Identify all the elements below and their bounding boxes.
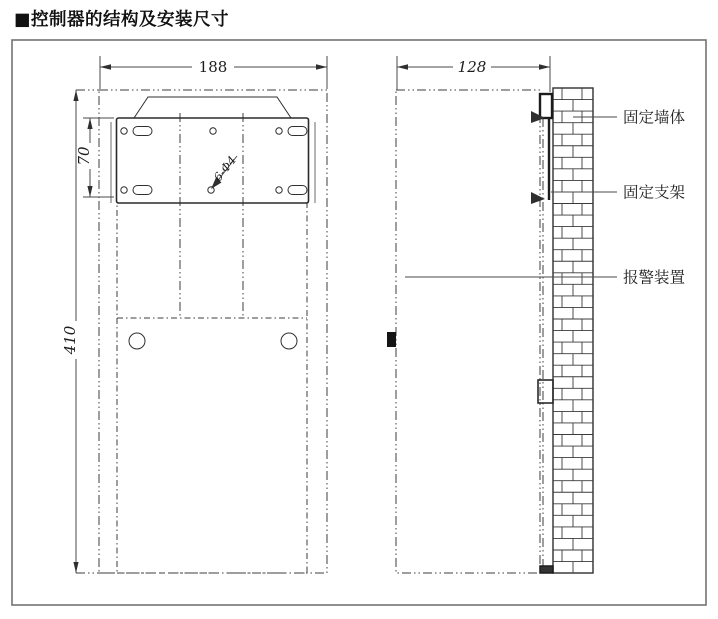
depth-dim-text: 128 bbox=[457, 58, 487, 76]
body-circle-right bbox=[281, 333, 297, 349]
plate-round-holes bbox=[121, 128, 282, 193]
slot-hole bbox=[288, 186, 307, 195]
front-device-outline bbox=[99, 90, 327, 573]
callout-device bbox=[405, 268, 685, 287]
front-inner-outline bbox=[117, 203, 307, 573]
bracket-height-dim-text: 70 bbox=[75, 146, 93, 166]
mounting-plate bbox=[117, 118, 309, 203]
mount-hole bbox=[208, 187, 214, 193]
device-top-cap bbox=[134, 97, 291, 118]
callout-wall-label: 固定墙体 bbox=[623, 108, 686, 127]
holes-count-label: 6-Φ4 bbox=[210, 153, 239, 184]
height-dim-text: 410 bbox=[61, 325, 79, 355]
mount-hole bbox=[121, 128, 127, 134]
callout-bracket-label: 固定支架 bbox=[623, 183, 686, 202]
front-view bbox=[61, 56, 327, 573]
slot-hole bbox=[133, 186, 152, 195]
dim-arrow-left bbox=[100, 64, 111, 69]
dimension-depth-128 bbox=[397, 56, 550, 92]
side-view bbox=[387, 56, 686, 573]
side-device-outline bbox=[396, 90, 540, 573]
width-dim-text: 188 bbox=[198, 58, 228, 76]
dim-arrow-left bbox=[397, 64, 408, 69]
rear-knob bbox=[387, 332, 396, 347]
mount-hole bbox=[121, 187, 127, 193]
slot-hole bbox=[288, 127, 307, 136]
callout-device-label: 报警装置 bbox=[623, 268, 686, 287]
page-title: ■控制器的结构及安装尺寸 bbox=[14, 10, 230, 30]
mount-hole bbox=[210, 128, 216, 134]
bracket-foot bbox=[540, 566, 553, 573]
mount-hole bbox=[276, 187, 282, 193]
dim-arrow-top bbox=[73, 90, 78, 101]
bracket-hook-top bbox=[540, 94, 552, 118]
dim-arrow-right bbox=[316, 64, 327, 69]
dimension-bracket-70 bbox=[75, 118, 114, 197]
dim-arrow-top bbox=[87, 118, 92, 129]
mount-hole bbox=[276, 128, 282, 134]
dim-arrow-bottom bbox=[73, 562, 78, 573]
dim-arrow-bottom bbox=[87, 186, 92, 197]
plate-slot-holes bbox=[133, 127, 307, 195]
slot-hole bbox=[133, 127, 152, 136]
body-circle-left bbox=[129, 333, 145, 349]
dim-arrow-right bbox=[539, 64, 550, 69]
dimension-width-188 bbox=[100, 56, 327, 89]
